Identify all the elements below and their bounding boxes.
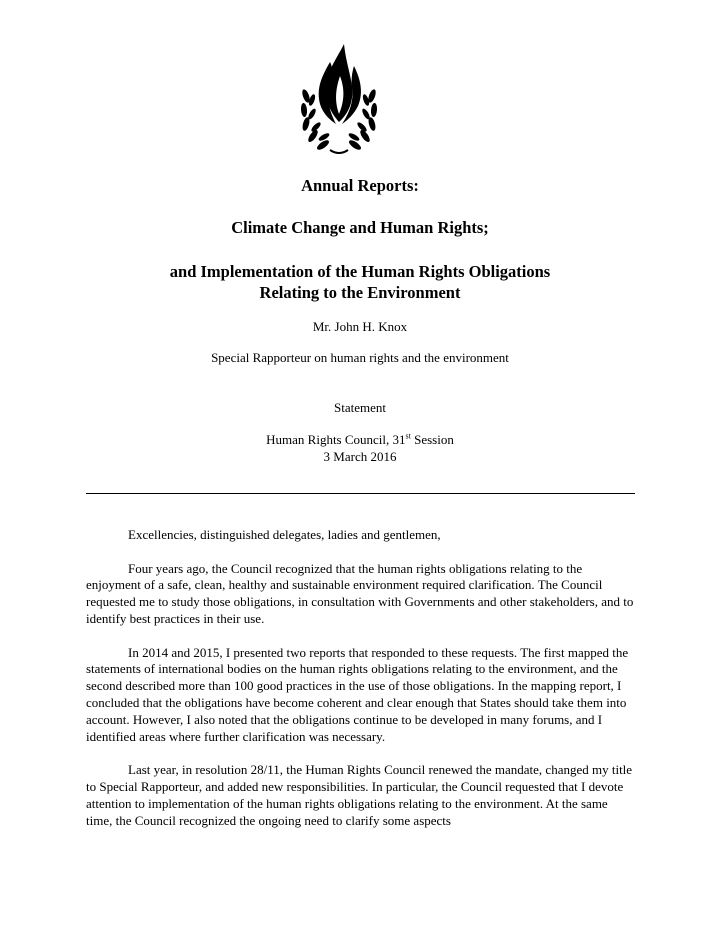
document-type: Statement xyxy=(334,400,386,415)
paragraph-salutation: Excellencies, distinguished delegates, ladies and gentlemen, xyxy=(128,527,441,542)
session-line xyxy=(0,432,720,448)
un-human-rights-emblem-icon xyxy=(296,42,382,162)
statement-body xyxy=(86,527,635,846)
paragraph: Four years ago, the Council recognized that the human rights obligations relating to the enjoyment of a safe, clean, healthy and sustainable environment required clarification. The Council requested me to study those obligations, in consultation with Governments and other stakeholders, and to identify best practices in their use. xyxy=(86,560,634,626)
statement-date: 3 March 2016 xyxy=(323,449,397,464)
session-text: Human Rights Council, 31 xyxy=(266,432,406,447)
title-implementation-line1: and Implementation of the Human Rights Obligations xyxy=(169,262,551,281)
horizontal-divider xyxy=(86,493,635,494)
paragraph: Last year, in resolution 28/11, the Human Rights Council renewed the mandate, changed my title to Special Rapporteur, and added new responsibilities. In particular, the Council requested that I devote attention to implementation of the human rights obligations relating to the environment. At the same time, the Council recognized the ongoing need to clarify some aspects xyxy=(86,762,633,828)
title-climate-change: Climate Change and Human Rights; xyxy=(231,218,489,237)
title-annual-reports: Annual Reports: xyxy=(301,176,419,195)
author-role: Special Rapporteur on human rights and the environment xyxy=(211,350,509,365)
title-implementation-line2: Relating to the Environment xyxy=(259,283,461,302)
paragraph: In 2014 and 2015, I presented two reports that responded to these requests. The first mapped the statements of international bodies on the human rights obligations relating to the environment, and the second described more than 100 good practices in the use of those obligations. In the mapping report, I concluded that the obligations have become coherent and clear enough that States should take them into account. However, I also noted that the obligations continue to be developed in many forums, and I identified areas where further clarification was necessary. xyxy=(86,644,629,744)
session-ordinal: st xyxy=(405,431,411,441)
session-suffix: Session xyxy=(410,432,454,447)
author-name: Mr. John H. Knox xyxy=(312,319,408,334)
